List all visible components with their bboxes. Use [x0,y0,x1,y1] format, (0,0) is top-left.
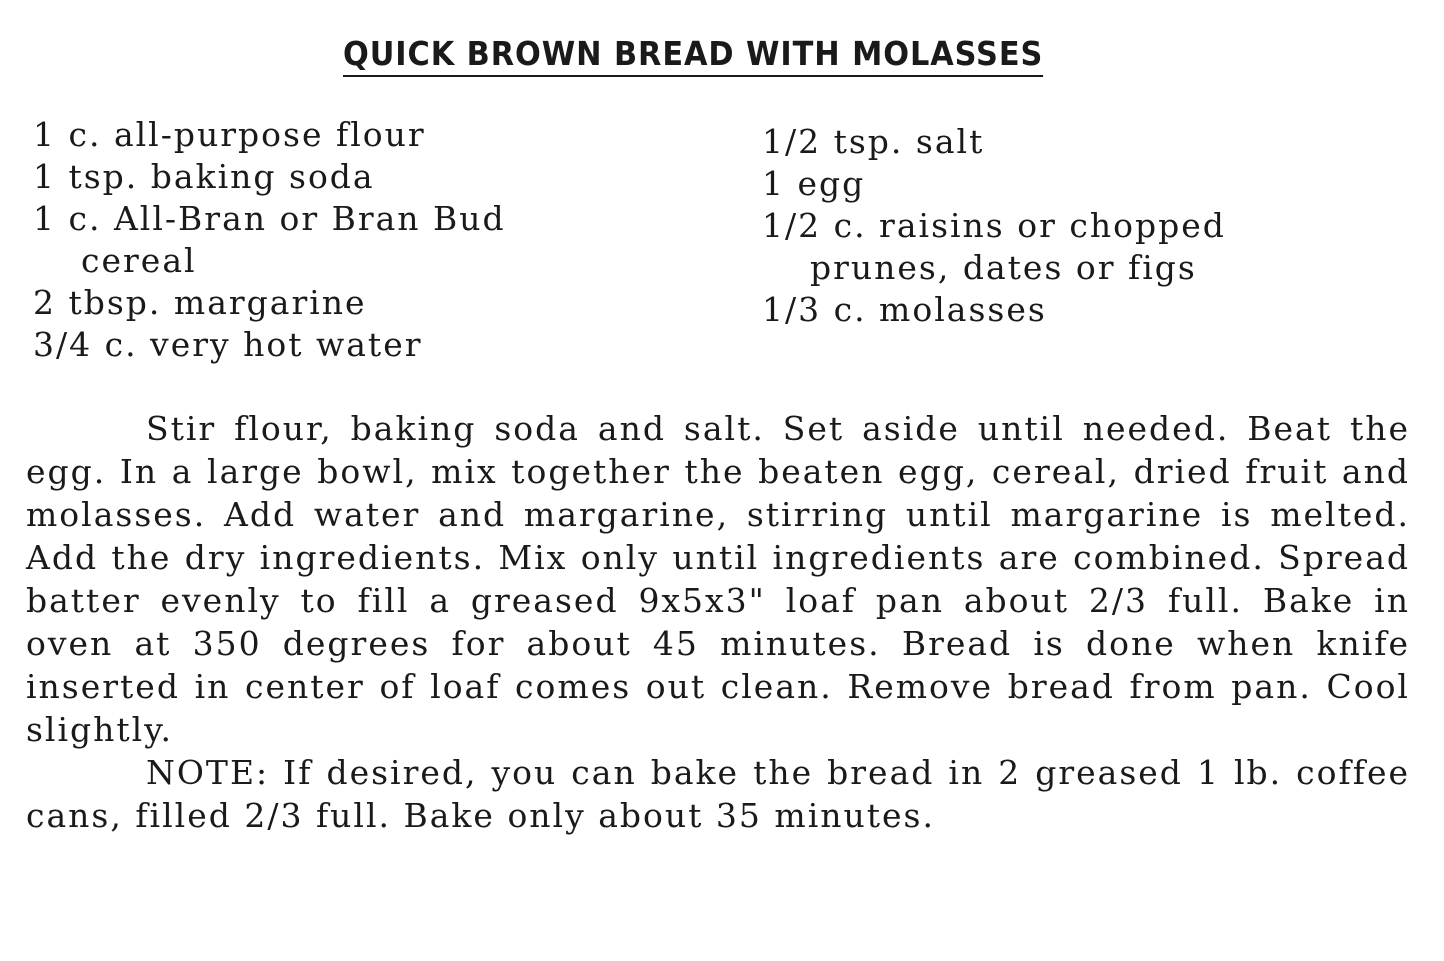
recipe-title: QUICK BROWN BREAD WITH MOLASSES [343,34,1043,77]
ingredient-item: 1/2 c. raisins or chopped prunes, dates or figs [762,206,1226,287]
note-paragraph: NOTE: If desired, you can bake the bread in 2 greased 1 lb. coffee cans, filled 2/3 full. Bake only about 35 minutes. [26,753,1410,835]
ingredients-left-column [33,114,506,366]
directions-paragraph: Stir flour, baking soda and salt. Set aside until needed. Beat the egg. In a large bowl, mix together the beaten egg, cereal, dried fruit and molasses. Add water and margarine, stirring until margarine is melted. Add the dry ingredients. Mix only until ingredients are combined. Spread batter evenly to fill a greased 9x5x3" loaf pan about 2/3 full. Bake in oven at 350 degrees for about 45 minutes. Bread is done when knife inserted in center of loaf comes out clean. Remove bread from pan. Cool slightly. [26,409,1410,749]
ingredient-item: 2 tbsp. margarine [33,283,367,322]
ingredients-right-column [762,121,1226,331]
ingredient-item: 1 c. All-Bran or Bran Bud cereal [33,199,506,280]
ingredient-item: 1/2 tsp. salt [762,122,985,161]
ingredient-item: 1 tsp. baking soda [33,157,375,196]
ingredient-continuation: prunes, dates or figs [810,248,1197,287]
ingredient-item: 1 egg [762,164,866,203]
recipe-directions [26,407,1410,837]
ingredient-item: 1/3 c. molasses [762,290,1047,329]
ingredient-continuation: cereal [81,241,197,280]
ingredient-item: 3/4 c. very hot water [33,325,423,364]
ingredient-item: 1 c. all-purpose flour [33,115,426,154]
